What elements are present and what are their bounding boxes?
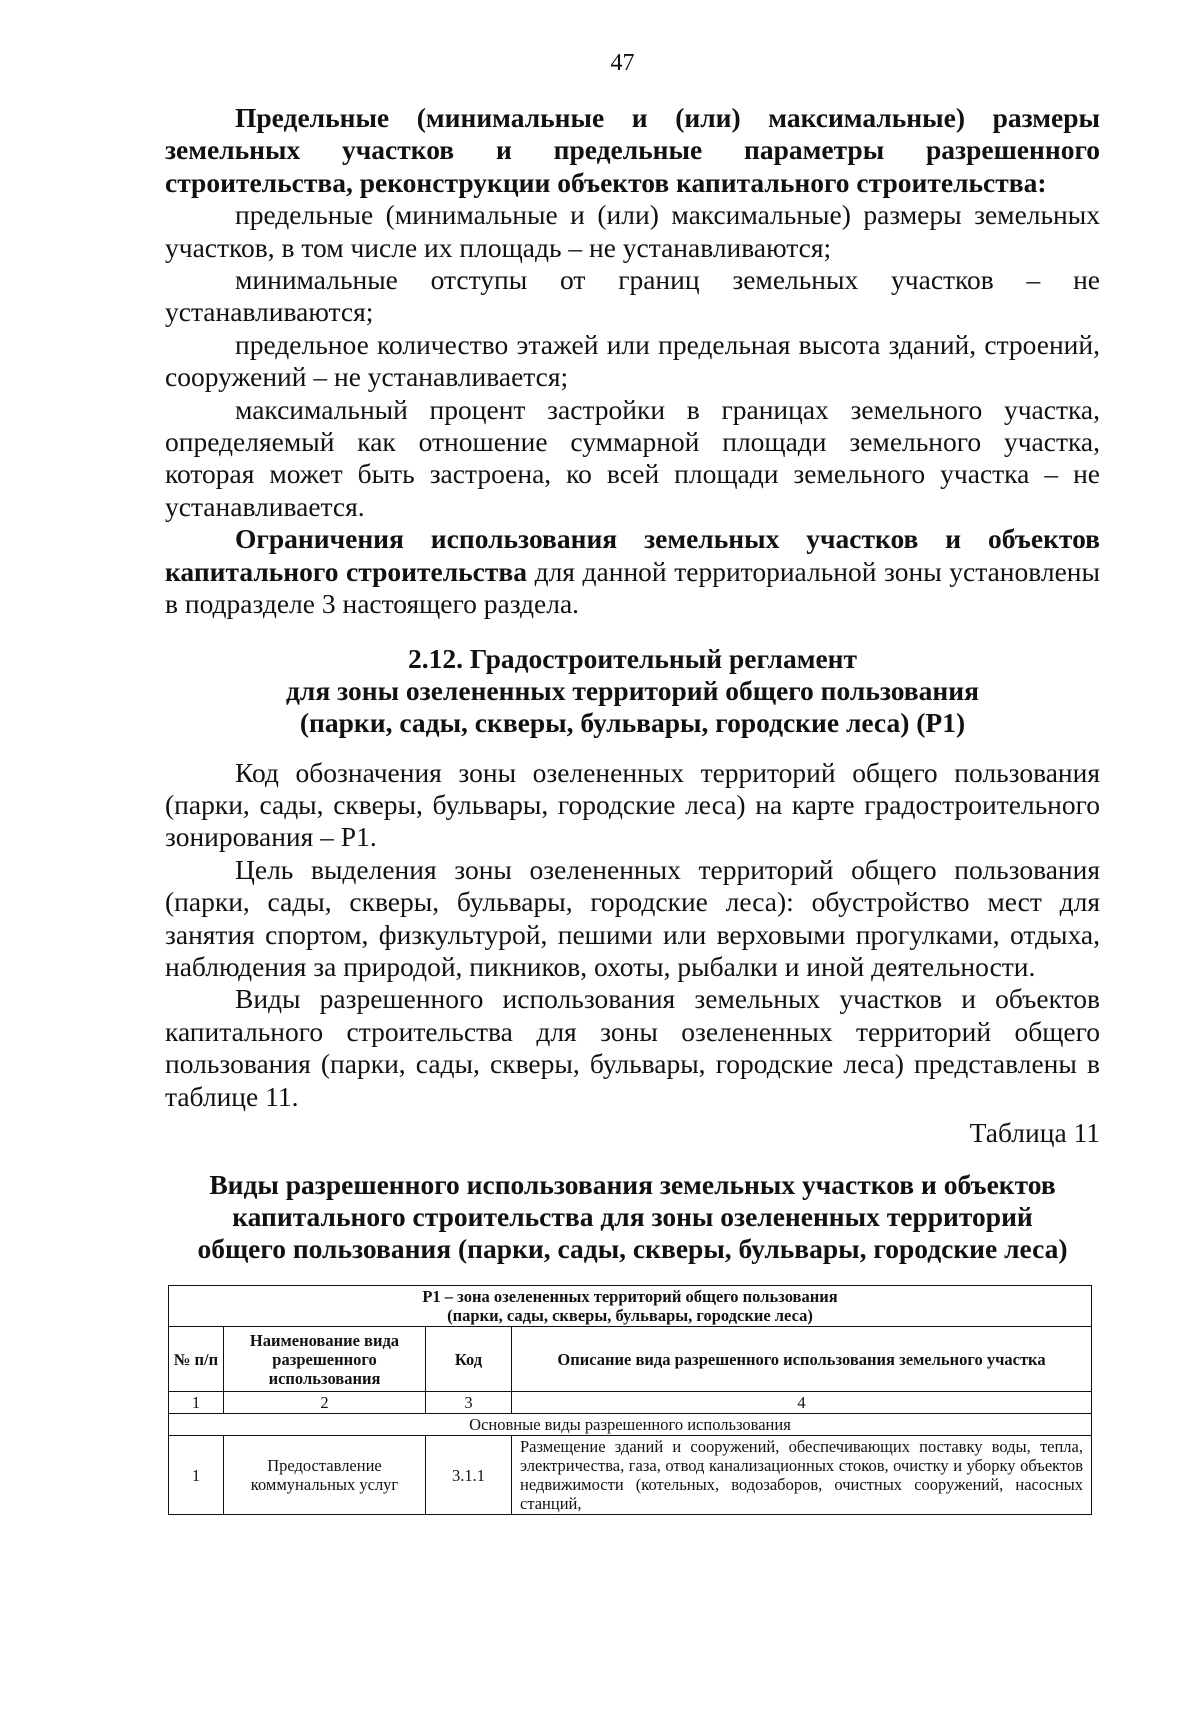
usage-types-paragraph: Виды разрешенного использования земельных участков и объектов капитального строительства для зоны озелененных территорий общего пользования (парки, сады, скверы, бульвары, городские леса) представлены в таблице 11. bbox=[165, 983, 1100, 1112]
table-header-row bbox=[169, 1327, 1092, 1392]
zone-header-cell bbox=[169, 1286, 1092, 1327]
document-body bbox=[165, 102, 1100, 1515]
limits-item: предельное количество этажей или предельная высота зданий, строений, сооружений – не устанавливается; bbox=[165, 328, 1100, 393]
index-cell: 4 bbox=[512, 1392, 1092, 1414]
table-caption: Таблица 11 bbox=[969, 1116, 1100, 1148]
section-heading-line: (парки, сады, скверы, бульвары, городские леса) (Р1) bbox=[299, 706, 966, 738]
table-row bbox=[169, 1436, 1092, 1515]
limits-item: минимальные отступы от границ земельных участков – не устанавливаются; bbox=[165, 264, 1100, 328]
zone-purpose-paragraph: Цель выделения зоны озелененных территорий общего пользования (парки, сады, скверы, бульвары, городские леса): обустройство мест для занятия спортом, физкультурой, пешими или верховыми прогулками, отдыха, наблюдения за природой, пикников, охоты, рыбалки и иной деятельности. bbox=[165, 853, 1100, 982]
section-heading bbox=[165, 643, 1100, 739]
group-main-cell: Основные виды разрешенного использования bbox=[169, 1414, 1092, 1436]
row-name: Предоставление коммунальных услуг bbox=[224, 1436, 426, 1515]
header-num: № п/п bbox=[169, 1327, 224, 1392]
section-heading-line: 2.12. Градостроительный регламент bbox=[407, 642, 858, 674]
table-index-row bbox=[169, 1392, 1092, 1414]
row-num: 1 bbox=[169, 1436, 224, 1515]
limits-item: максимальный процент застройки в границах земельного участка, определяемый как отношение суммарной площади земельного участка, которая может быть застроена, ко всей площади земельного участка – не устанавливается. bbox=[165, 393, 1100, 522]
zone-code-paragraph: Код обозначения зоны озелененных территорий общего пользования (парки, сады, скверы, бульвары, городские леса) на карте градостроительного зонирования – Р1. bbox=[165, 756, 1100, 853]
restrictions-rest: для данной территориальной зоны установлены в подразделе 3 настоящего раздела. bbox=[165, 555, 1100, 620]
table-title-line: общего пользования (парки, сады, скверы, бульвары, городские леса) bbox=[197, 1233, 1068, 1265]
index-cell: 3 bbox=[426, 1392, 512, 1414]
table-title bbox=[165, 1169, 1100, 1265]
table-zone-row bbox=[169, 1286, 1092, 1327]
section-heading-line: для зоны озелененных территорий общего пользования bbox=[286, 674, 979, 706]
row-desc: Размещение зданий и сооружений, обеспечивающих поставку воды, тепла, электричества, газа, отвод канализационных стоков, очистку и уборку объектов недвижимости (котельных, водозаборов, очистных сооружений, насосных станций, bbox=[512, 1436, 1092, 1515]
zone-header-line: Р1 – зона озелененных территорий общего пользования bbox=[422, 1287, 838, 1307]
restrictions-paragraph bbox=[165, 523, 1100, 620]
table-title-line: капитального строительства для зоны озелененных территорий bbox=[232, 1201, 1033, 1233]
limits-heading: Предельные (минимальные и (или) максимальные) размеры земельных участков и предельные параметры разрешенного строительства, реконструкции объектов капитального строительства: bbox=[165, 102, 1100, 198]
restrictions-bold: Ограничения использования земельных участков и объектов капитального строительства bbox=[165, 523, 1100, 587]
page-number: 47 bbox=[610, 50, 635, 76]
table-group-row bbox=[169, 1414, 1092, 1436]
limits-item: предельные (минимальные и (или) максимальные) размеры земельных участков, в том числе их площадь – не устанавливаются; bbox=[165, 199, 1100, 263]
zone-header-line: (парки, сады, скверы, бульвары, городские леса) bbox=[447, 1306, 813, 1326]
index-cell: 1 bbox=[169, 1392, 224, 1414]
row-code: 3.1.1 bbox=[426, 1436, 512, 1515]
usage-table bbox=[168, 1285, 1092, 1515]
header-name: Наименование вида разрешенного использования bbox=[224, 1327, 426, 1392]
header-code: Код bbox=[426, 1327, 512, 1392]
table-title-line: Виды разрешенного использования земельных участков и объектов bbox=[209, 1169, 1056, 1201]
header-desc: Описание вида разрешенного использования земельного участка bbox=[512, 1327, 1092, 1392]
index-cell: 2 bbox=[224, 1392, 426, 1414]
